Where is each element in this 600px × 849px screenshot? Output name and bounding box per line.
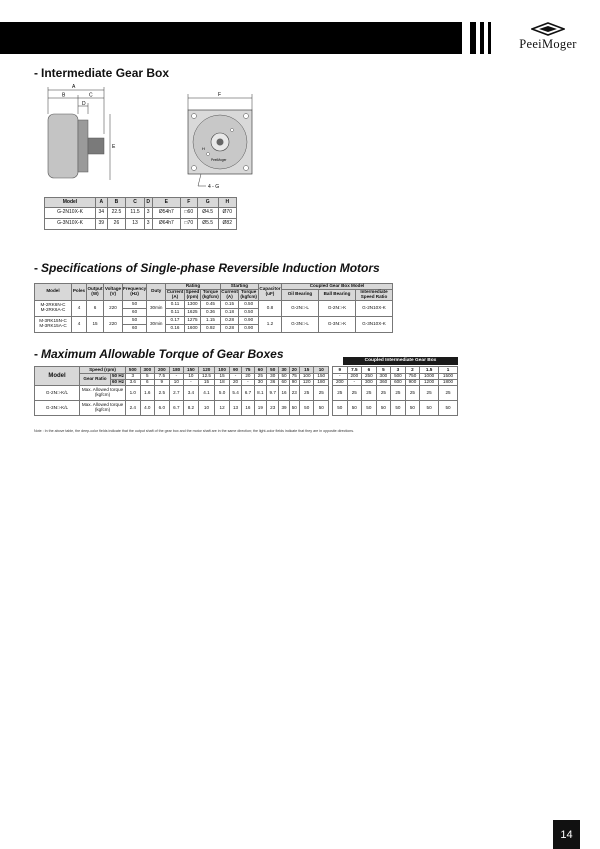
gearbox-side-drawing — [40, 80, 120, 190]
ratio-cell: 50 — [279, 374, 289, 380]
spec-cell: 0.28 — [220, 316, 239, 324]
section-title-gearbox: - Intermediate Gear Box — [34, 66, 170, 80]
coupled-torque-cell: 50 — [333, 401, 348, 416]
dim-cell: 11.5 — [126, 208, 144, 219]
dim-label: B — [62, 92, 66, 99]
ratio-cell: 15 — [215, 374, 230, 380]
torque-cell: 13 — [229, 401, 241, 416]
coupled-torque-cell: 50 — [439, 401, 458, 416]
col-header: Current (A) — [166, 289, 184, 299]
coupled-ratio-cell: 1500 — [439, 374, 458, 380]
spec-cell: G-3N□-L — [282, 316, 319, 332]
col-header: Intermediate Speed Ratio — [356, 290, 393, 301]
spec-table-row — [35, 316, 393, 324]
dim-col-header: C — [126, 198, 144, 208]
coupled-speed-cell: 2 — [405, 367, 420, 374]
speed-cell: 20 — [289, 367, 299, 374]
dim-cell: 22.5 — [107, 208, 126, 219]
ratio-cell: 20 — [229, 380, 241, 386]
ratio-cell: 18 — [215, 380, 230, 386]
spec-table-row — [35, 300, 393, 308]
col-header: Starting — [220, 284, 258, 290]
spec-cell: 30min — [147, 300, 166, 316]
ratio-cell: 36 — [267, 380, 279, 386]
speed-cell: 15 — [299, 367, 314, 374]
ratio-cell: 9 — [155, 380, 170, 386]
dim-table-row — [45, 219, 237, 230]
torque-model-cell: G-3N□-K/L — [35, 401, 80, 416]
spec-cell: 0.92 — [201, 324, 221, 332]
speed-cell: 500 — [126, 367, 141, 374]
speed-cell: 300 — [140, 367, 155, 374]
coupled-torque-cell: 25 — [333, 386, 348, 401]
torque-cell: 1.0 — [126, 386, 141, 401]
torque-cell: 25 — [314, 386, 329, 401]
dim-col-header: F — [180, 198, 197, 208]
dim-label: F — [218, 92, 222, 98]
spec-cell: 60 — [123, 308, 147, 316]
coupled-speed-cell: 6 — [362, 367, 377, 374]
torque-cell: 5.4 — [229, 386, 241, 401]
ratio-cell: - — [229, 374, 241, 380]
torque-model-header: Model — [35, 367, 80, 386]
torque-row-label: Max. Allowed torque (kgfcm) — [80, 401, 126, 416]
spec-cell: 6 — [87, 300, 104, 316]
spec-cell: 220 — [104, 316, 123, 332]
ratio-cell: 100 — [299, 374, 314, 380]
torque-table-row — [35, 386, 458, 401]
dim-table-row — [45, 208, 237, 219]
dim-cell: Ø82 — [218, 219, 236, 230]
coupled-speed-cell: 9 — [333, 367, 348, 374]
dim-col-header: H — [218, 198, 236, 208]
torque-cell: 5.0 — [215, 386, 230, 401]
spec-cell: G-2N□-K — [319, 300, 356, 316]
spec-cell: 30min — [147, 316, 166, 332]
spec-cell: 0.15 — [220, 300, 239, 308]
spec-cell: 0.17 — [166, 316, 185, 324]
ratio-cell: 90 — [289, 380, 299, 386]
col-header: Ball Bearing — [319, 290, 356, 301]
section-title-specs: - Specifications of Single-phase Reversible Induction Motors — [34, 261, 380, 275]
col-header: Torque (kgfcm) — [202, 289, 219, 299]
dim-label: A — [72, 84, 76, 90]
ratio-cell: 75 — [289, 374, 299, 380]
torque-cell: 4.1 — [198, 386, 215, 401]
coupled-speed-cell: 1.5 — [420, 367, 439, 374]
ratio-cell: 3.6 — [126, 380, 141, 386]
torque-cell: 3.4 — [184, 386, 199, 401]
ratio-cell: 20 — [242, 374, 254, 380]
spec-cell: 1.15 — [201, 316, 221, 324]
ratio-cell: 180 — [314, 380, 329, 386]
speed-cell: 75 — [242, 367, 254, 374]
spec-cell: 0.90 — [239, 316, 259, 324]
coupled-ratio-cell: - — [347, 380, 362, 386]
drawing-brand-label: PeeiMoger — [211, 158, 227, 162]
ratio-cell: 15 — [198, 380, 215, 386]
coupled-ratio-cell: 600 — [391, 380, 406, 386]
dim-cell: Ø54h7 — [152, 208, 180, 219]
torque-cell: 2.7 — [169, 386, 184, 401]
col-header: Capacitor (uF) — [259, 284, 282, 301]
speed-cell: 50 — [267, 367, 279, 374]
dim-cell: 39 — [96, 219, 108, 230]
coupled-torque-cell: 50 — [420, 401, 439, 416]
dim-cell: G-3N10X-K — [45, 219, 96, 230]
spec-cell: 60 — [123, 324, 147, 332]
coupled-torque-cell: 50 — [376, 401, 391, 416]
dim-cell: Ø70 — [218, 208, 236, 219]
coupled-torque-cell: 50 — [362, 401, 377, 416]
torque-table — [34, 366, 458, 416]
spec-cell: G-2N□-L — [282, 300, 319, 316]
spec-cell: 0.8 — [259, 300, 282, 316]
dim-cell: Ø4.5 — [197, 208, 218, 219]
spec-cell: 4 — [72, 316, 87, 332]
torque-cell: 6.7 — [169, 401, 184, 416]
ratio-cell: 10 — [169, 380, 184, 386]
dim-cell: 34 — [96, 208, 108, 219]
ratio-cell: 120 — [299, 380, 314, 386]
torque-cell: 23 — [289, 386, 299, 401]
torque-speed-label: Speed (rpm) — [80, 367, 126, 374]
dim-label: D — [82, 101, 86, 107]
col-header: Voltage (V) — [104, 284, 123, 301]
spec-cell: 0.90 — [239, 324, 259, 332]
dim-cell: G-2N10X-K — [45, 208, 96, 219]
dim-cell: 3 — [144, 219, 152, 230]
coupled-gearbox-header: Coupled Intermediate Gear Box — [343, 357, 458, 365]
torque-cell: 16 — [279, 386, 289, 401]
spec-cell: 0.45 — [201, 300, 221, 308]
ratio-cell: 7.5 — [155, 374, 170, 380]
spec-cell: 1275 — [184, 316, 200, 324]
dim-col-header: B — [107, 198, 126, 208]
spec-cell: 15 — [87, 316, 104, 332]
torque-cell: 12 — [215, 401, 230, 416]
spec-cell: 1300 — [184, 300, 200, 308]
speed-cell: 200 — [155, 367, 170, 374]
spec-cell: G-2N10X-K — [356, 300, 393, 316]
spec-cell: 0.16 — [166, 324, 185, 332]
hz-label: 60 Hz — [111, 379, 124, 385]
spec-cell: G-3N10X-K — [356, 316, 393, 332]
torque-cell: 2.5 — [155, 386, 170, 401]
coupled-ratio-cell: 300 — [362, 380, 377, 386]
ratio-cell: - — [169, 374, 184, 380]
header-stripe — [488, 22, 491, 54]
header-stripe — [470, 22, 476, 54]
dim-cell: 26 — [107, 219, 126, 230]
torque-cell: 2.4 — [126, 401, 141, 416]
spec-cell: 0.50 — [239, 300, 259, 308]
coupled-ratio-cell: 200 — [347, 374, 362, 380]
speed-cell: 150 — [184, 367, 199, 374]
coupled-ratio-cell: - — [333, 374, 348, 380]
ratio-cell: 3 — [126, 374, 141, 380]
col-header: Model — [35, 284, 72, 301]
dim-label: C — [89, 92, 93, 99]
spec-cell: 0.36 — [201, 308, 221, 316]
torque-cell: 23 — [267, 401, 279, 416]
brand-logo — [503, 22, 593, 56]
coupled-torque-cell: 25 — [362, 386, 377, 401]
torque-cell: 50 — [299, 401, 314, 416]
model-name: M-2RK6A-C — [40, 307, 66, 313]
coupled-torque-cell: 50 — [347, 401, 362, 416]
ratio-cell: 10 — [184, 374, 199, 380]
torque-cell: 16 — [242, 401, 254, 416]
torque-cell: 6.0 — [155, 401, 170, 416]
col-header: Torque (kgfcm) — [240, 289, 257, 299]
col-header: Oil Bearing — [282, 290, 319, 301]
dimension-table — [44, 197, 237, 230]
ratio-cell: 25 — [254, 374, 266, 380]
spec-cell: 0.18 — [220, 308, 239, 316]
dim-label: 4 - G — [208, 184, 220, 190]
torque-cell: 50 — [314, 401, 329, 416]
spec-cell: 1.2 — [259, 316, 282, 332]
spec-cell: 0.28 — [220, 324, 239, 332]
ratio-cell: 60 — [279, 380, 289, 386]
col-header: Current (A) — [221, 289, 238, 299]
col-header: Output (W) — [87, 284, 104, 301]
footnote: Note : In the above table, the deep-color fields indicate that the output shaft of the gear box and the motor shaft are in the same direction; the light-color fields indicate that they are in opposite directions. — [34, 429, 355, 433]
model-name: M-3RK15N-C — [39, 318, 67, 324]
torque-cell: 50 — [289, 401, 299, 416]
dim-col-header: D — [144, 198, 152, 208]
speed-cell: 120 — [198, 367, 215, 374]
torque-table-row — [35, 401, 458, 416]
dim-cell: 13 — [126, 219, 144, 230]
coupled-torque-cell: 25 — [439, 386, 458, 401]
ratio-cell: 30 — [254, 380, 266, 386]
col-header: Coupled Gear Box Model — [282, 284, 393, 290]
coupled-ratio-cell: 900 — [405, 380, 420, 386]
dim-cell: Ø5.5 — [197, 219, 218, 230]
spec-cell: G-3N□-K — [319, 316, 356, 332]
coupled-ratio-cell: 750 — [405, 374, 420, 380]
coupled-torque-cell: 50 — [391, 401, 406, 416]
spec-cell: 0.50 — [239, 308, 259, 316]
ratio-cell: 12.5 — [198, 374, 215, 380]
torque-row-label: Max. Allowed torque (kgfcm) — [80, 386, 126, 401]
spec-cell: 50 — [123, 300, 147, 308]
dim-cell: 3 — [144, 208, 152, 219]
spec-model-cell — [35, 300, 72, 316]
section-title-torque: - Maximum Allowable Torque of Gear Boxes — [34, 347, 284, 361]
ratio-cell: 30 — [267, 374, 279, 380]
coupled-ratio-cell: 360 — [376, 380, 391, 386]
coupled-torque-cell: 25 — [405, 386, 420, 401]
dim-col-header: A — [96, 198, 108, 208]
speed-cell: 60 — [254, 367, 266, 374]
dim-col-header: E — [152, 198, 180, 208]
coupled-speed-cell: 5 — [376, 367, 391, 374]
gear-ratio-label: Gear Ratio — [80, 374, 111, 386]
speed-cell: 30 — [279, 367, 289, 374]
coupled-torque-cell: 25 — [420, 386, 439, 401]
coupled-ratio-cell: 1000 — [420, 374, 439, 380]
spec-cell: 4 — [72, 300, 87, 316]
dim-cell: □60 — [180, 208, 197, 219]
torque-cell: 8.1 — [254, 386, 266, 401]
coupled-torque-cell: 25 — [391, 386, 406, 401]
torque-cell: 4.0 — [140, 401, 155, 416]
torque-cell: 39 — [279, 401, 289, 416]
coupled-ratio-cell: 1800 — [439, 380, 458, 386]
torque-cell: 1.6 — [140, 386, 155, 401]
ratio-cell: - — [184, 380, 199, 386]
torque-cell: 10 — [198, 401, 215, 416]
dim-cell: Ø64h7 — [152, 219, 180, 230]
coupled-speed-cell: 3 — [391, 367, 406, 374]
spec-cell: 1625 — [184, 308, 200, 316]
coupled-speed-cell: 7.5 — [347, 367, 362, 374]
torque-cell: 6.7 — [242, 386, 254, 401]
coupled-ratio-cell: 500 — [391, 374, 406, 380]
header-stripe — [480, 22, 484, 54]
coupled-ratio-cell: 300 — [376, 374, 391, 380]
speed-cell: 90 — [229, 367, 241, 374]
ratio-cell: 150 — [314, 374, 329, 380]
model-name: M-2RK6N-C — [40, 302, 66, 308]
coupled-torque-cell: 50 — [405, 401, 420, 416]
torque-model-cell: G-2N□-K/L — [35, 386, 80, 401]
speed-cell: 10 — [314, 367, 329, 374]
ratio-cell: 5 — [140, 374, 155, 380]
spec-table — [34, 283, 393, 333]
torque-cell: 8.2 — [184, 401, 199, 416]
col-header: Rating — [166, 284, 221, 290]
dim-label: H — [202, 146, 205, 151]
spec-cell: 1600 — [184, 324, 200, 332]
hz-label: 50 Hz — [111, 373, 124, 379]
model-name: M-3RK15A-C — [39, 323, 67, 329]
col-header: Duty — [147, 284, 166, 301]
col-header: Poles — [72, 284, 87, 301]
coupled-speed-cell: 1 — [439, 367, 458, 374]
dim-col-header: Model — [45, 198, 96, 208]
gearbox-front-drawing — [180, 90, 260, 195]
spec-cell: 50 — [123, 316, 147, 324]
spec-model-cell — [35, 316, 72, 332]
header-bar — [0, 22, 462, 54]
torque-cell: 25 — [299, 386, 314, 401]
coupled-ratio-cell: 250 — [362, 374, 377, 380]
page-number: 14 — [553, 820, 580, 849]
logo-icon — [531, 22, 565, 36]
dim-col-header: G — [197, 198, 218, 208]
torque-cell: 9.7 — [267, 386, 279, 401]
ratio-cell: 6 — [140, 380, 155, 386]
spec-cell: 0.11 — [166, 308, 185, 316]
coupled-torque-cell: 25 — [376, 386, 391, 401]
spec-cell: 220 — [104, 300, 123, 316]
col-header: Speed (rpm) — [185, 289, 200, 299]
speed-cell: 180 — [169, 367, 184, 374]
speed-cell: 100 — [215, 367, 230, 374]
spec-cell: 0.11 — [166, 300, 185, 308]
coupled-ratio-cell: 1200 — [420, 380, 439, 386]
coupled-torque-cell: 25 — [347, 386, 362, 401]
dim-cell: □70 — [180, 219, 197, 230]
ratio-cell: - — [242, 380, 254, 386]
brand-name: PeeiMoger — [519, 37, 577, 51]
dim-label: E — [112, 144, 116, 150]
coupled-ratio-cell: 200 — [333, 380, 348, 386]
col-header: Frequency (Hz) — [123, 284, 147, 301]
torque-cell: 19 — [254, 401, 266, 416]
